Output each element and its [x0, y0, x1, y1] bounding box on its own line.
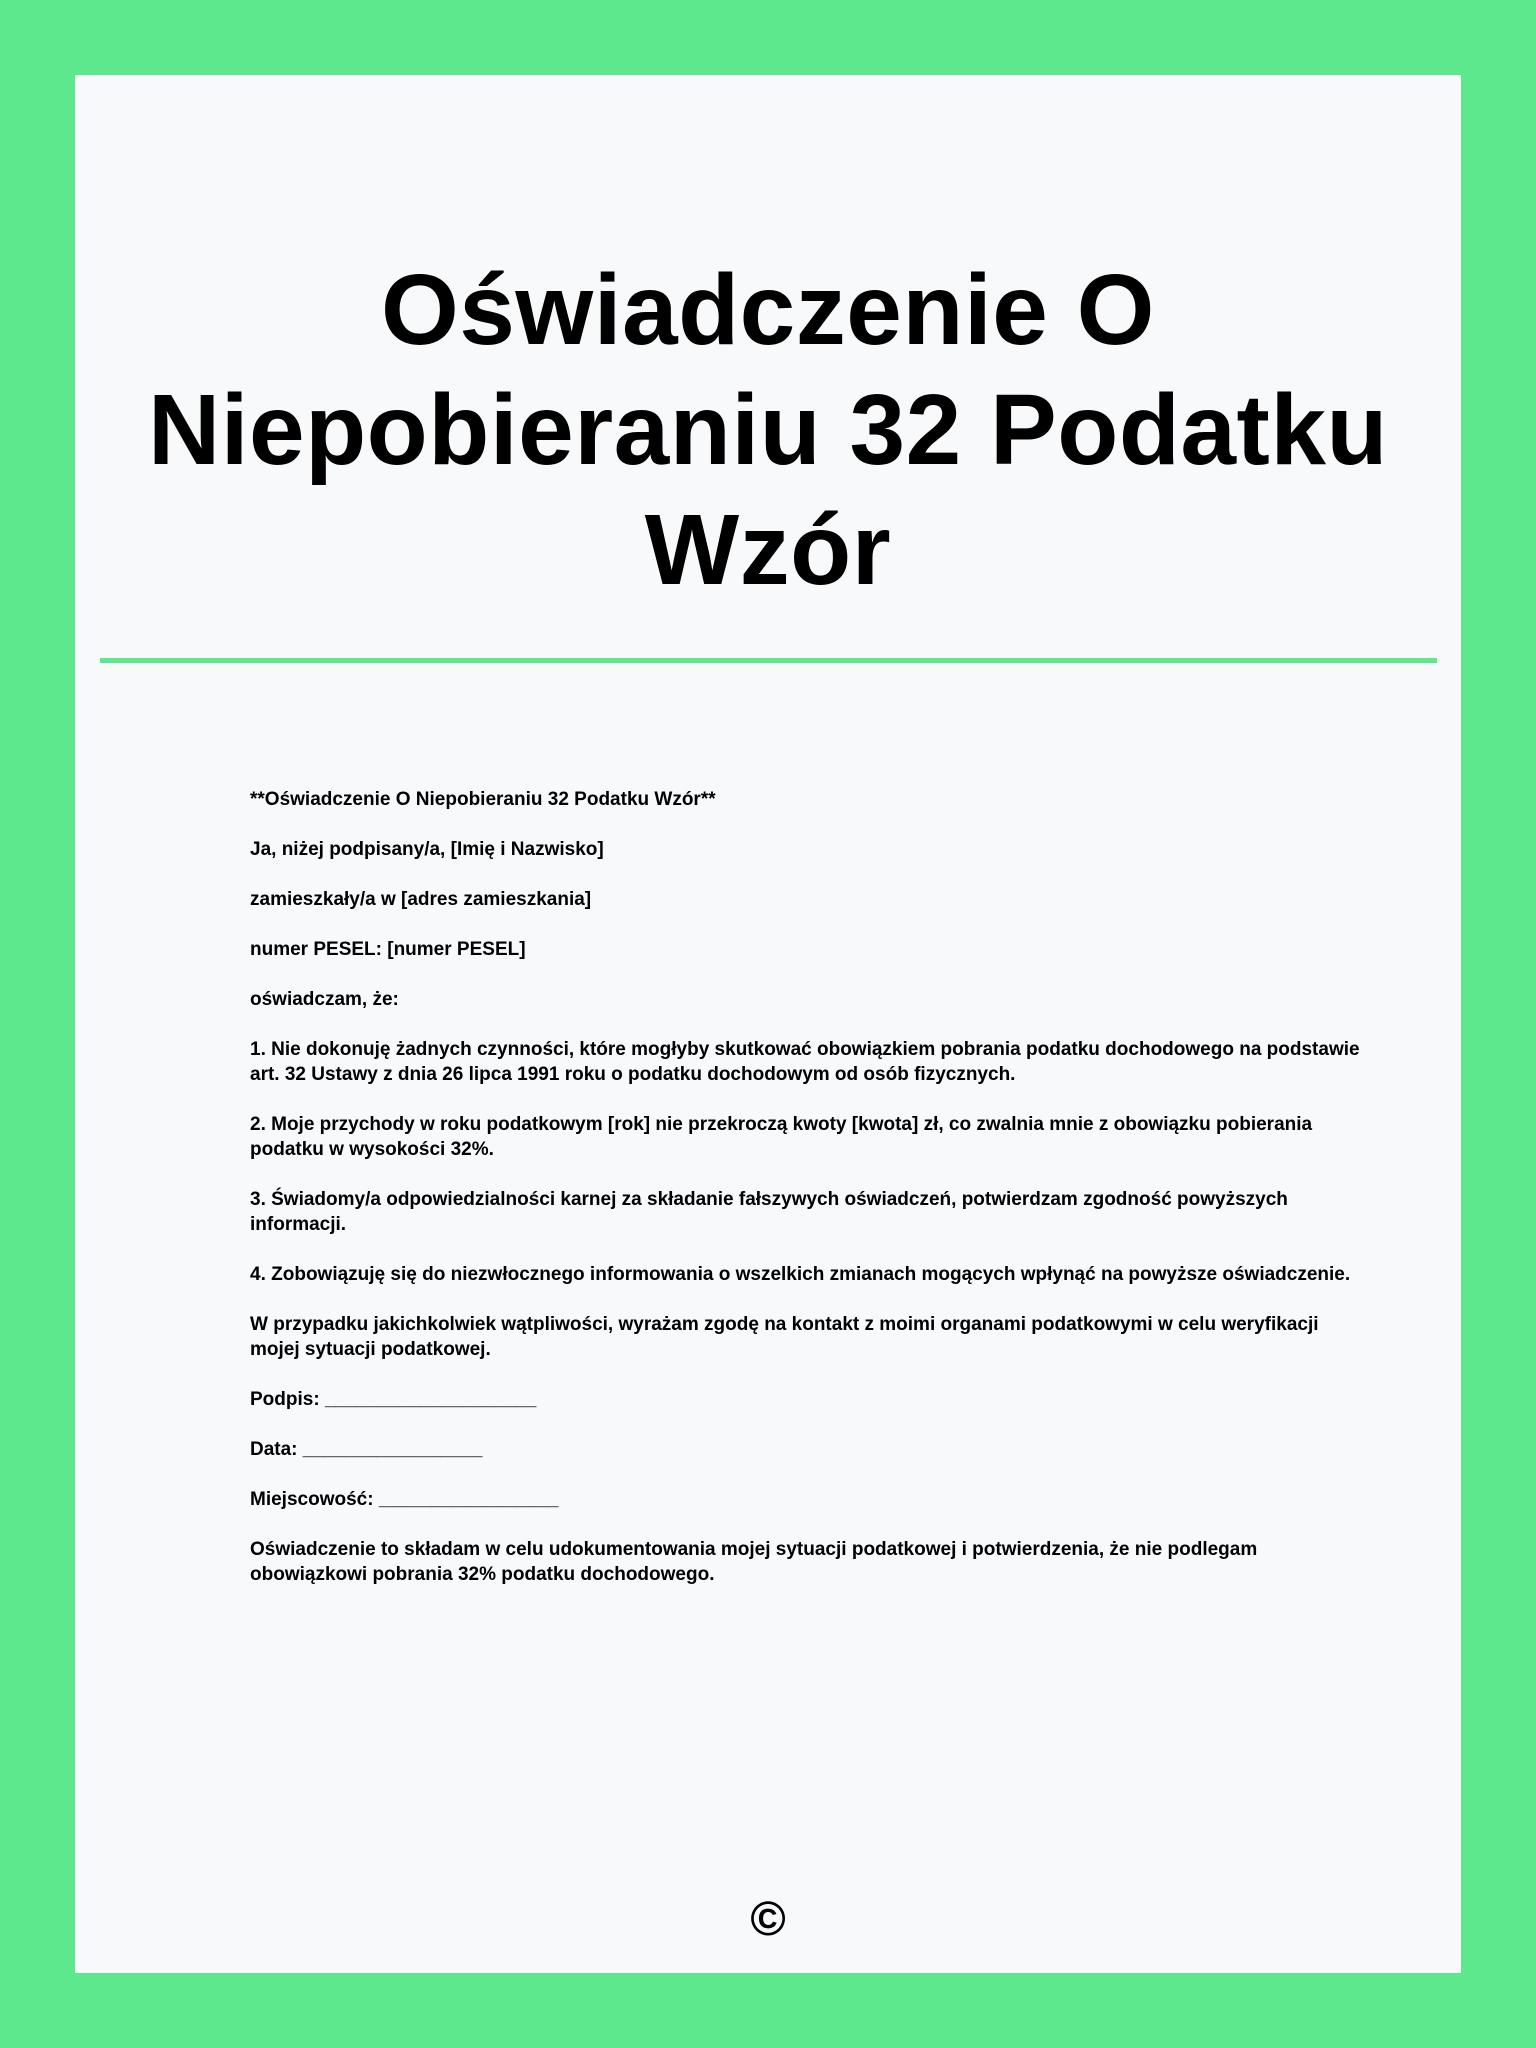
point-2: 2. Moje przychody w roku podatkowym [rok] nie przekroczą kwoty [kwota] zł, co zwalnia mnie z obowiązku pobierania podatku w wysokości 32%.: [250, 1114, 1313, 1160]
date-line: Data: _________________: [250, 1439, 483, 1460]
address-line: zamieszkały/a w [adres zamieszkania]: [250, 889, 592, 910]
copyright-icon: ©: [750, 1893, 786, 1946]
closing-paragraph: Oświadczenie to składam w celu udokumentowania mojej sytuacji podatkowej i potwierdzenia, że nie podlegam obowiązkowi pobrania 32% podatku dochodowego.: [250, 1539, 1258, 1585]
name-line: Ja, niżej podpisany/a, [Imię i Nazwisko]: [250, 839, 604, 860]
point-3: 3. Świadomy/a odpowiedzialności karnej za składanie fałszywych oświadczeń, potwierdzam zgodność powyższych informacji.: [250, 1189, 1288, 1235]
point-4: 4. Zobowiązuję się do niezwłocznego informowania o wszelkich zmianach mogących wpłynąć na powyższe oświadczenie.: [250, 1264, 1351, 1285]
point-1: 1. Nie dokonuję żadnych czynności, które mogłyby skutkować obowiązkiem pobrania podatku dochodowego na podstawie art. 32 Ustawy z dnia 26 lipca 1991 roku o podatku dochodowym od osób fizycznych.: [250, 1039, 1360, 1085]
body-heading: **Oświadczenie O Niepobieraniu 32 Podatku Wzór**: [250, 789, 716, 810]
declare-line: oświadczam, że:: [250, 989, 399, 1010]
title-divider: [100, 658, 1437, 663]
consent-paragraph: W przypadku jakichkolwiek wątpliwości, wyrażam zgodę na kontakt z moimi organami podatkowymi w celu weryfikacji mojej sytuacji podatkowej.: [250, 1314, 1319, 1360]
document-page: [75, 75, 1461, 1973]
place-line: Miejscowość: _________________: [250, 1489, 559, 1510]
title-line-2: Niepobieraniu 32 Podatku: [147, 374, 1389, 486]
document-body: [250, 787, 1360, 1612]
title-line-3: Wzór: [644, 494, 892, 606]
title-line-1: Oświadczenie O: [381, 254, 1155, 366]
pesel-line: numer PESEL: [numer PESEL]: [250, 939, 526, 960]
document-title: [75, 250, 1461, 610]
signature-line: Podpis: ____________________: [250, 1389, 537, 1410]
